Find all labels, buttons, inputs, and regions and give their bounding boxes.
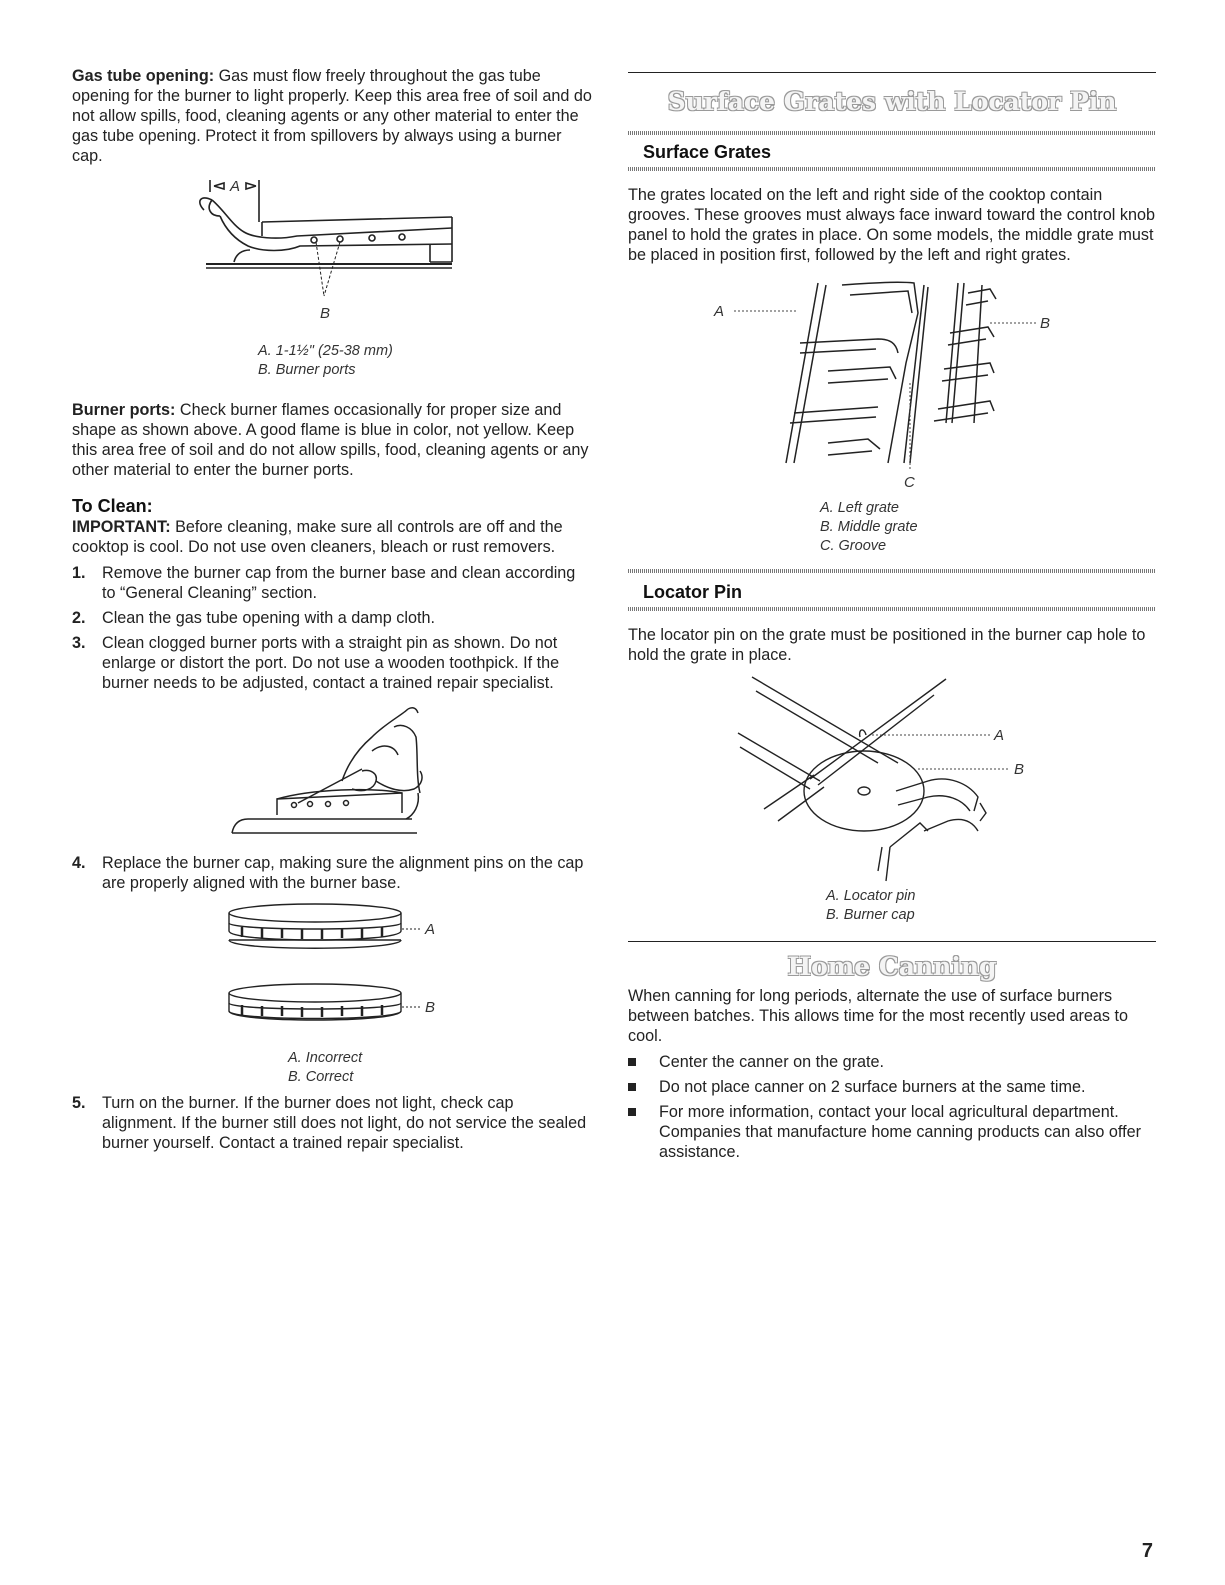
cleaning-steps-final [72,1093,592,1153]
section2-top-rule [628,941,1156,942]
gas-tube-paragraph [72,66,592,166]
bullet-square-icon [628,1108,636,1116]
left-column [72,66,592,1153]
to-clean-heading: To Clean: [72,496,153,516]
important-paragraph [72,517,592,557]
burner-ports-label: Burner ports: [72,401,176,419]
locator-caption [826,887,915,925]
locator-caption-a: A. Locator pin [826,888,916,904]
pin-cleaning-figure [72,693,592,843]
grates-caption [820,499,918,556]
cap-alignment-figure [72,893,592,1093]
fig3-caption-b: B. Correct [288,1069,354,1085]
locator-pin-figure [628,671,1156,941]
bullet-3-text: For more information, contact your local agricultural department. Companies that manufacture home canning products can also offer assistance. [659,1103,1142,1161]
grates-label-b: B [1040,315,1051,332]
step-5 [72,1093,592,1153]
page-number: 7 [1141,1540,1153,1562]
locator-pin-illustration [628,671,1156,891]
locator-caption-b: B. Burner cap [826,907,915,923]
fig1-label-a: A [230,178,241,195]
step-3 [72,633,592,693]
bullet-1-text: Center the canner on the grate. [659,1053,884,1071]
right-column [628,72,1156,1167]
bullet-square-icon [628,1058,636,1066]
locator-pin-band-top [628,569,1156,573]
locator-pin-band-bottom [628,607,1156,611]
fig1-caption-a: A. 1-1½" (25-38 mm) [258,343,393,359]
step-2-text: Clean the gas tube opening with a damp cloth. [102,609,435,627]
step-4-text: Replace the burner cap, making sure the alignment pins on the cap are properly aligned with the burner base. [102,854,584,892]
surface-grates-section-title: Surface Grates with Locator Pin [667,87,1117,116]
surface-grates-band-top [628,131,1156,135]
fig3-caption [288,1049,362,1087]
step-2 [72,608,592,628]
cap-alignment-illustration [72,893,592,1053]
bullet-2-text: Do not place canner on 2 surface burners at the same time. [659,1078,1086,1096]
pin-cleaning-illustration [72,693,592,843]
cleaning-steps-continued [72,853,592,893]
surface-grates-band-bottom [628,167,1156,171]
burner-tube-figure [72,170,592,400]
gas-tube-text: Gas must flow freely throughout the gas tube opening for the burner to light properly. Keep this area free of soil and do not allow spills, food, cleaning agents or any other material to enter the gas tube opening. Protect it from spillovers by always using a burner cap. [72,67,592,165]
fig1-label-b: B [320,305,331,322]
bullet-1 [628,1052,1156,1072]
step-1-number: 1. [72,564,86,582]
surface-grates-text: The grates located on the left and right side of the cooktop contain grooves. These grooves must always face inward toward the control knob panel to hold the grates in place. On some models, the middle grate must be placed in position first, followed by the left and right grates. [628,186,1155,264]
locator-pin-text: The locator pin on the grate must be positioned in the burner cap hole to hold the grate in place. [628,626,1146,664]
grates-caption-b: B. Middle grate [820,519,918,535]
locator-pin-heading: Locator Pin [643,582,743,602]
burner-tube-illustration [72,170,592,330]
important-label: IMPORTANT: [72,518,171,536]
gas-tube-label: Gas tube opening: [72,67,215,85]
burner-ports-text: Check burner flames occasionally for proper size and shape as shown above. A good flame is blue in color, not yellow. Keep this area free of soil and do not allow spills, food, cleaning agents or any other material to enter the burner ports. [72,401,589,479]
surface-grates-heading: Surface Grates [643,142,772,162]
step-1 [72,563,592,603]
section1-top-rule [628,72,1156,73]
step-5-text: Turn on the burner. If the burner does not light, check cap alignment. If the burner still does not light, do not service the sealed burner yourself. Contact a trained repair specialist. [102,1094,587,1152]
grates-figure [628,273,1156,569]
important-text: Before cleaning, make sure all controls are off and the cooktop is cool. Do not use oven cleaners, bleach or rust removers. [72,518,563,556]
step-5-number: 5. [72,1094,86,1112]
home-canning-bullets [628,1052,1156,1162]
home-canning-section-title: Home Canning [787,952,997,981]
step-3-text: Clean clogged burner ports with a straight pin as shown. Do not enlarge or distort the port. Do not use a wooden toothpick. If the burner needs to be adjusted, contact a trained repair specialist. [102,634,560,692]
locator-label-a: A [994,727,1005,744]
locator-label-b: B [1014,761,1025,778]
bullet-square-icon [628,1083,636,1091]
grates-caption-a: A. Left grate [820,500,899,516]
home-canning-text: When canning for long periods, alternate the use of surface burners between batches. This allows time for the most recently used areas to cool. [628,987,1128,1045]
fig3-label-a: A [425,921,436,938]
bullet-2 [628,1077,1156,1097]
grates-illustration [628,273,1156,493]
bullet-3 [628,1102,1156,1162]
grates-caption-c: C. Groove [820,538,887,554]
step-4-number: 4. [72,854,86,872]
grates-label-a: A [714,303,725,320]
cleaning-steps [72,563,592,693]
step-4 [72,853,592,893]
step-3-number: 3. [72,634,86,652]
fig3-label-b: B [425,999,436,1016]
fig1-caption [258,342,393,380]
step-2-number: 2. [72,609,86,627]
grates-label-c: C [904,474,915,491]
step-1-text: Remove the burner cap from the burner base and clean according to “General Cleaning” section. [102,564,576,602]
fig1-caption-b: B. Burner ports [258,362,356,378]
burner-ports-paragraph [72,400,592,480]
fig3-caption-a: A. Incorrect [288,1050,363,1066]
